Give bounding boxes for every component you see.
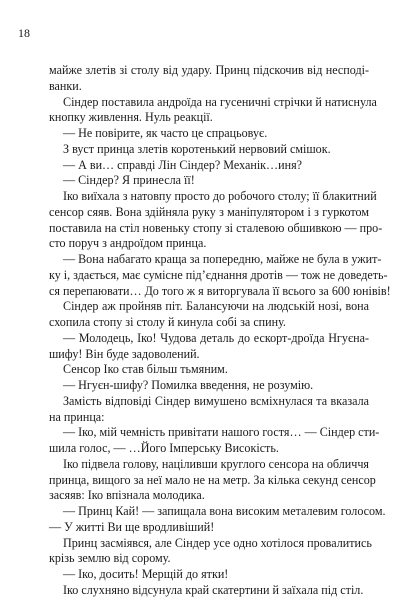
text-line: ку і, здається, має сумісне під’єднання дротів — тож не доведеть-: [49, 267, 388, 282]
text-line: З вуст принца злетів коротенький нервовий смішок.: [63, 141, 331, 156]
text-line: схопила стопу зі столу й кинула собі за спину.: [49, 315, 286, 329]
text-line: ся перепаювати… До того ж я виторгувала її всього за 600 юнівів!: [49, 283, 391, 298]
text-line: — Принц Кай! — запищала вона високим металевим голосом.: [63, 504, 386, 518]
text-line: Замість відповіді Сіндер вимушено всміхнулася та вказала: [63, 393, 369, 408]
text-line: кнопку живлення. Нуль реакції.: [49, 110, 213, 125]
text-line: — У житті Ви ще вродливіший!: [49, 519, 215, 534]
text-line: шифу! Він буде задоволений.: [49, 346, 200, 361]
text-line: шила голос, — …Його Імперську Високість.: [49, 441, 279, 455]
text-line: Сенсор Іко став більш тьмяним.: [63, 362, 228, 377]
text-line: — Молодець, Іко! Чудова деталь до ескорт-дроїда Нгуєна-: [63, 330, 369, 345]
text-line: сенсор сяяв. Вона здійняла руку з маніпулятором і з гуркотом: [49, 204, 369, 219]
text-line: Іко слухняно відсунула край скатертини й заїхала під стіл.: [63, 582, 364, 597]
text-line: на принца:: [49, 409, 105, 424]
text-line: ванки.: [49, 78, 82, 93]
text-line: Іко виїхала з натовпу просто до робочого столу; її блакитний: [63, 189, 377, 203]
body-text: [49, 63, 391, 599]
text-line: Сіндер аж пройняв піт. Балансуючи на людській нозі, вона: [63, 299, 369, 314]
text-line: Сіндер поставила андроїда на гусеничні стрічки й натиснула: [63, 94, 377, 109]
text-line: — Нгуєн-шифу? Помилка введення, не розумію.: [63, 378, 314, 392]
text-line: Принц засміявся, але Сіндер усе одно хотілося провалитись: [63, 535, 372, 550]
text-line: принца, вищого за неї мало не на метр. За кілька секунд сенсор: [49, 472, 376, 487]
text-line: — А ви… справді Лін Сіндер? Механік…иня?: [63, 157, 303, 172]
text-line: засяяв: Іко впізнала молодика.: [49, 488, 205, 503]
text-line: — Не повірите, як часто це спрацьовує.: [63, 126, 268, 140]
text-line: поставила на стіл новеньку стопу зі сталевою обшивкою — про-: [49, 220, 383, 235]
text-line: майже злетів зі столу від удару. Принц підскочив від несподі-: [49, 63, 369, 77]
text-line: — Вона набагато краща за попередню, майже не була в ужит-: [63, 252, 382, 266]
text-line: — Іко, мій чемність привітати нашого гостя… — Сіндер сти-: [63, 425, 380, 440]
text-line: Іко підвела голову, націливши круглого сенсора на обличчя: [63, 456, 369, 471]
text-line: сто поруч з андроїдом принца.: [49, 236, 207, 251]
page-number: 18: [18, 26, 30, 40]
text-line: крізь землю від сорому.: [49, 551, 171, 566]
text-line: — Сіндер? Я принесла її!: [63, 173, 195, 188]
text-line: — Іко, досить! Мерщій до ятки!: [63, 567, 229, 581]
